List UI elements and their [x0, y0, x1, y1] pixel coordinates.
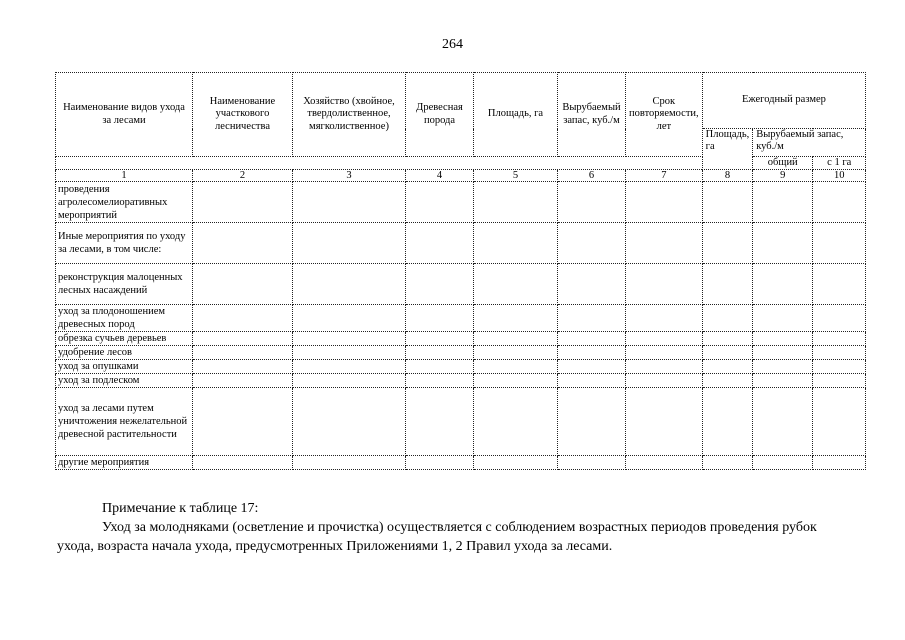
row-label: удобрение лесов [56, 346, 193, 360]
table-cell [558, 182, 626, 223]
table-cell [753, 182, 813, 223]
note-text: Уход за молодняками (осветление и прочистка) осуществляется с соблюдением возрастных периодов проведения рубок ухода, возраста начала ухода, предусмотренных Приложениями 1, 2 Правил ухода за лесами. [57, 520, 817, 554]
table-cell [813, 264, 866, 305]
table-row [56, 346, 866, 360]
table-cell [406, 456, 474, 470]
table-cell [702, 305, 753, 332]
table-cell [702, 264, 753, 305]
table-row [56, 223, 866, 264]
header-spacer [56, 157, 703, 170]
table-row [56, 182, 866, 223]
header-annual-size: Ежегодный размер [702, 73, 866, 129]
table-cell [193, 332, 293, 346]
header-economy: Хозяйство (хвойное, твердолиственное, мягколиственное) [293, 73, 406, 157]
table-cell [813, 456, 866, 470]
column-number: 1 [56, 170, 193, 182]
table-cell [293, 360, 406, 374]
table-cell [293, 332, 406, 346]
header-tree-species: Древесная порода [406, 73, 474, 157]
table-cell [702, 223, 753, 264]
header-annual-area: Площадь, га [702, 129, 753, 170]
header-annual-stock: Вырубаемый запас, куб./м [753, 129, 866, 157]
table-cell [813, 223, 866, 264]
table-cell [626, 305, 703, 332]
column-number: 5 [474, 170, 558, 182]
table-cell [753, 264, 813, 305]
column-number: 6 [558, 170, 626, 182]
table-cell [558, 360, 626, 374]
header-area: Площадь, га [474, 73, 558, 157]
table-cell [813, 346, 866, 360]
table-cell [813, 332, 866, 346]
table-cell [293, 223, 406, 264]
table-row [56, 388, 866, 456]
column-number: 4 [406, 170, 474, 182]
table-cell [193, 264, 293, 305]
row-label: проведения агролесомелиоративных мероприятий [56, 182, 193, 223]
table-cell [474, 264, 558, 305]
table-cell [406, 346, 474, 360]
table-cell [558, 264, 626, 305]
table-body [56, 182, 866, 470]
table-cell [753, 223, 813, 264]
table-cell [293, 388, 406, 456]
table-cell [702, 332, 753, 346]
row-label: уход за лесами путем уничтожения нежелательной древесной растительности [56, 388, 193, 456]
table-cell [813, 374, 866, 388]
table-cell [293, 182, 406, 223]
row-label: Иные мероприятия по уходу за лесами, в том числе: [56, 223, 193, 264]
table-cell [813, 388, 866, 456]
table-cell [813, 305, 866, 332]
table-cell [193, 223, 293, 264]
table-cell [406, 360, 474, 374]
table-cell [558, 305, 626, 332]
table-cell [558, 388, 626, 456]
table-cell [293, 346, 406, 360]
table-cell [626, 360, 703, 374]
table-cell [558, 456, 626, 470]
row-label: другие мероприятия [56, 456, 193, 470]
table-cell [753, 456, 813, 470]
table-cell [558, 346, 626, 360]
table-cell [626, 182, 703, 223]
row-label: уход за подлеском [56, 374, 193, 388]
table-cell [474, 360, 558, 374]
table-cell [753, 346, 813, 360]
table-row [56, 374, 866, 388]
table-cell [702, 374, 753, 388]
table-cell [474, 374, 558, 388]
row-label: уход за опушками [56, 360, 193, 374]
table-cell [474, 305, 558, 332]
note-title: Примечание к таблице 17: [102, 501, 259, 516]
table-row [56, 360, 866, 374]
table-cell [702, 182, 753, 223]
table-cell [293, 264, 406, 305]
column-numbers-row [56, 170, 866, 182]
row-label: реконструкция малоценных лесных насаждений [56, 264, 193, 305]
column-number: 2 [193, 170, 293, 182]
table-cell [753, 332, 813, 346]
table-cell [558, 374, 626, 388]
table-cell [626, 332, 703, 346]
table-row [56, 332, 866, 346]
table-row [56, 264, 866, 305]
table-cell [558, 223, 626, 264]
table-cell [406, 223, 474, 264]
table-cell [753, 388, 813, 456]
row-label: уход за плодоношением древесных пород [56, 305, 193, 332]
table-cell [702, 456, 753, 470]
table-cell [626, 456, 703, 470]
table-cell [293, 305, 406, 332]
table-cell [193, 305, 293, 332]
table-cell [626, 346, 703, 360]
column-number: 7 [626, 170, 703, 182]
table-cell [193, 360, 293, 374]
header-cut-stock: Вырубаемый запас, куб./м [558, 73, 626, 157]
table-cell [293, 456, 406, 470]
table-cell [406, 388, 474, 456]
table-cell [193, 346, 293, 360]
table-cell [626, 264, 703, 305]
column-number: 9 [753, 170, 813, 182]
table-cell [626, 223, 703, 264]
column-number: 10 [813, 170, 866, 182]
table-cell [702, 388, 753, 456]
table-cell [626, 388, 703, 456]
table-row [56, 456, 866, 470]
table-cell [193, 456, 293, 470]
table-cell [626, 374, 703, 388]
table-cell [474, 182, 558, 223]
table-cell [813, 360, 866, 374]
table-cell [406, 374, 474, 388]
column-number: 8 [702, 170, 753, 182]
table-cell [474, 223, 558, 264]
table-row [56, 305, 866, 332]
forest-care-table [55, 72, 866, 470]
table-cell [406, 264, 474, 305]
table-cell [293, 374, 406, 388]
column-number: 3 [293, 170, 406, 182]
table-cell [406, 332, 474, 346]
table-cell [753, 360, 813, 374]
page-number: 264 [442, 37, 463, 52]
table-cell [193, 374, 293, 388]
table-cell [474, 332, 558, 346]
table-cell [753, 305, 813, 332]
table-cell [702, 360, 753, 374]
table-cell [193, 388, 293, 456]
table-cell [813, 182, 866, 223]
table-cell [558, 332, 626, 346]
header-kind-of-care: Наименование видов ухода за лесами [56, 73, 193, 157]
header-forestry-name: Наименование участкового лесничества [193, 73, 293, 157]
table-cell [474, 346, 558, 360]
table-cell [406, 305, 474, 332]
table-cell [406, 182, 474, 223]
table-cell [474, 456, 558, 470]
header-stock-per-ha: с 1 га [813, 157, 866, 170]
table-cell [474, 388, 558, 456]
table-cell [193, 182, 293, 223]
table-cell [702, 346, 753, 360]
header-stock-total: общий [753, 157, 813, 170]
table-cell [753, 374, 813, 388]
row-label: обрезка сучьев деревьев [56, 332, 193, 346]
header-repeat-period: Срок повторяемости, лет [626, 73, 703, 157]
